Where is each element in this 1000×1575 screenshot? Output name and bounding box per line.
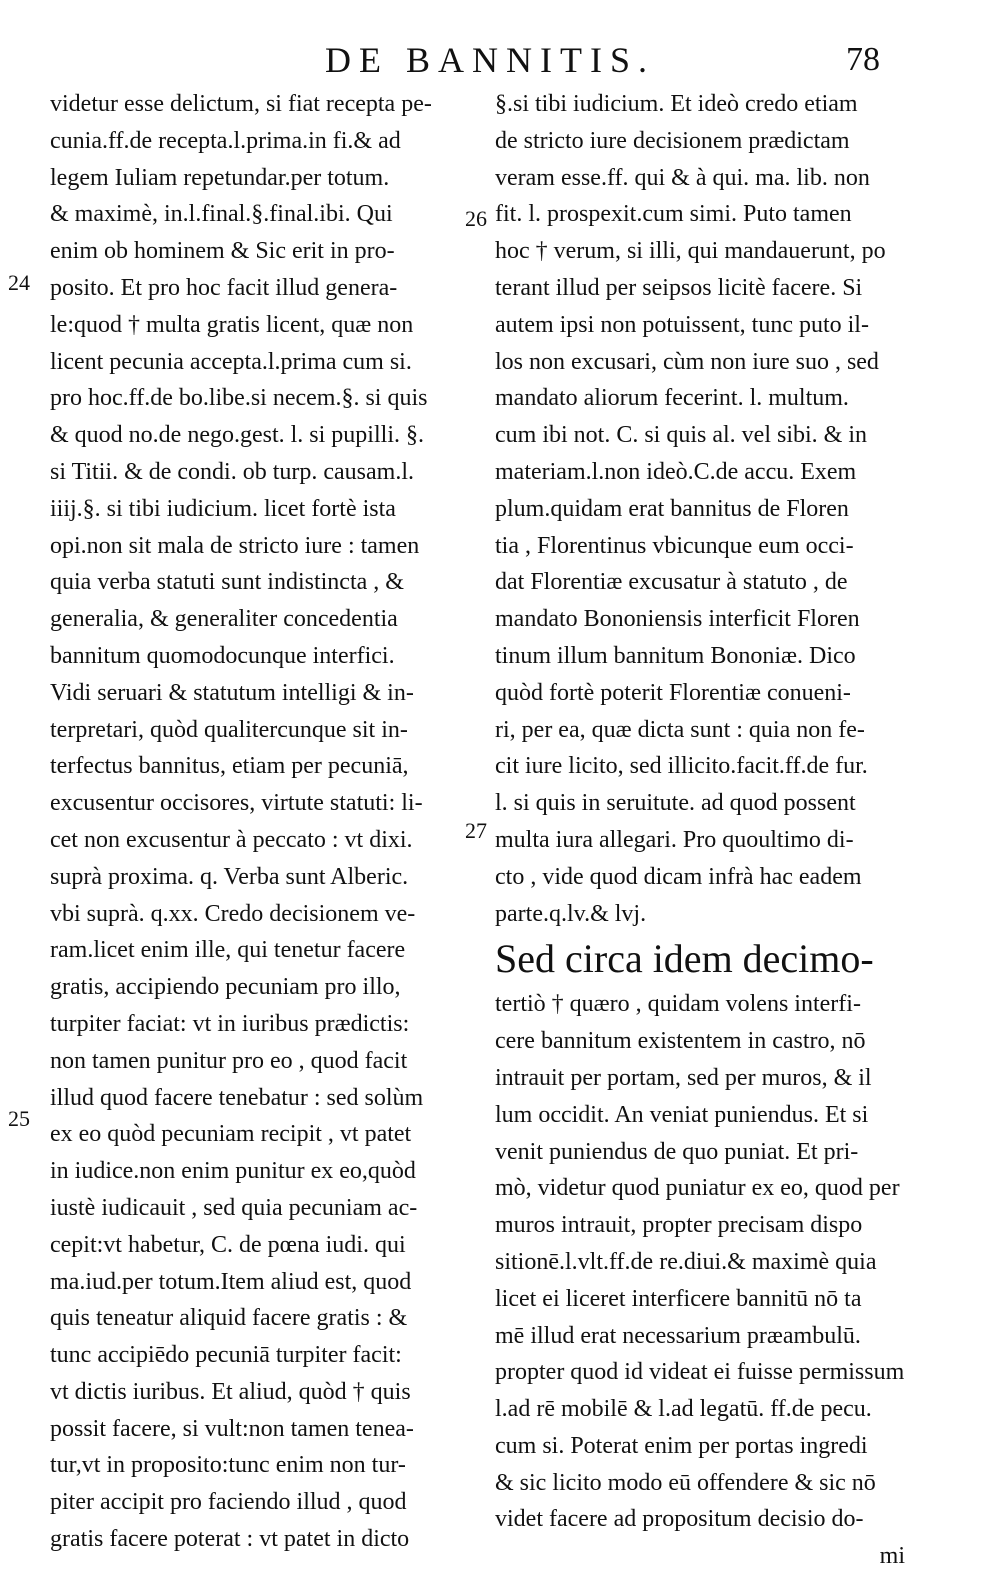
text-line: sitionē.l.vlt.ff.de re.diui.& maximè quia [495,1248,877,1275]
text-line: si Titii. & de condi. ob turp. causam.l. [50,458,414,485]
text-line: quia verba statuti sunt indistincta , & [50,569,404,596]
right-text-column [495,86,905,1575]
text-line: turpiter faciat: vt in iuribus prædictis: [50,1010,410,1037]
text-line: muros intrauit, propter precisam dispo [495,1212,863,1239]
text-line: mò, videtur quod puniatur ex eo, quod per [495,1175,900,1202]
text-line: propter quod id videat ei fuisse permissum [495,1359,905,1386]
margin-number-27: 27 [465,818,487,843]
text-line: gratis, accipiendo pecuniam pro illo, [50,974,401,1001]
text-line: ma.iud.per totum.Item aliud est, quod [50,1268,412,1295]
text-line: opi.non sit mala de stricto iure : tamen [50,532,420,559]
text-line: §.si tibi iudicium. Et ideò credo etiam [495,91,858,117]
catchword: mi [879,1543,905,1570]
text-line: bannitum quomodocunque interfici. [50,642,395,669]
text-line: licet ei liceret interficere bannitū nō ta [495,1285,862,1312]
text-line: cere bannitum existentem in castro, nō [495,1028,866,1055]
text-line: plum.quidam erat bannitus de Floren [495,495,849,522]
text-line: posito. Et pro hoc facit illud genera- [50,274,398,301]
text-line: tunc accipiēdo pecuniā turpiter facit: [50,1342,402,1369]
text-line: cunia.ff.de recepta.l.prima.in fi.& ad [50,127,401,154]
text-line: cet non excusentur à peccato : vt dixi. [50,826,413,853]
text-line: venit puniendus de quo puniat. Et pri- [495,1138,859,1165]
text-line: ri, per ea, quæ dicta sunt : quia non fe- [495,716,865,743]
text-line: iiij.§. si tibi iudicium. licet fortè ista [50,495,396,522]
text-line: cum ibi not. C. si quis al. vel sibi. & in [495,422,867,449]
text-line: de stricto iure decisionem prædictam [495,127,850,154]
text-line: & maximè, in.l.final.§.final.ibi. Qui [50,201,393,228]
text-line: intrauit per portam, sed per muros, & il [495,1064,872,1091]
text-line: l.ad rē mobilē & l.ad legatū. ff.de pecu. [495,1396,872,1423]
text-line: pro hoc.ff.de bo.libe.si necem.§. si quis [50,385,428,412]
text-line: hoc † verum, si illi, qui mandauerunt, po [495,238,886,265]
text-line: quis teneatur aliquid facere gratis : & [50,1305,408,1332]
text-line: cit iure licito, sed illicito.facit.ff.de fur. [495,753,868,780]
text-line: excusentur occisores, virtute statuti: li- [50,790,423,817]
text-line: terant illud per seipsos licitè facere. Si [495,274,863,301]
section-heading: Sed circa idem decimo- [495,936,874,982]
running-title: DE BANNITIS. [325,40,655,80]
text-line: los non excusari, cùm non iure suo , sed [495,348,879,375]
text-line: le:quod † multa gratis licent, quæ non [50,311,414,338]
text-line: parte.q.lv.& lvj. [495,900,647,927]
text-line: dat Florentiæ excusatur à statuto , de [495,569,848,596]
text-line: enim ob hominem & Sic erit in pro- [50,238,395,265]
margin-number-25: 25 [8,1106,30,1131]
left-text-column [50,86,470,1558]
text-line: mandato Bononiensis interficit Floren [495,606,860,633]
text-line: cepit:vt habetur, C. de pœna iudi. qui [50,1231,406,1258]
text-line: ex eo quòd pecuniam recipit , vt patet [50,1121,412,1148]
text-line: l. si quis in seruitute. ad quod possent [495,790,856,817]
text-line: mē illud erat necessarium præambulū. [495,1322,861,1349]
text-line: tinum illum bannitum Bononiæ. Dico [495,642,856,669]
text-line: cum si. Poterat enim per portas ingredi [495,1432,868,1459]
text-line: tertiò † quæro , quidam volens interfi- [495,991,861,1018]
text-line: videtur esse delictum, si fiat recepta pe- [50,91,432,117]
text-line: vt dictis iuribus. Et aliud, quòd † quis [50,1378,411,1405]
text-line: tur,vt in proposito:tunc enim non tur- [50,1452,406,1479]
margin-number-26: 26 [465,206,487,231]
text-line: lum occidit. An veniat puniendus. Et si [495,1101,869,1128]
text-line: licent pecunia accepta.l.prima cum si. [50,348,412,375]
text-line: illud quod facere tenebatur : sed solùm [50,1084,424,1111]
text-line: veram esse.ff. qui & à qui. ma. lib. non [495,164,870,191]
text-line: gratis facere poterat : vt patet in dicto [50,1526,410,1553]
text-line: & quod no.de nego.gest. l. si pupilli. §. [50,422,424,449]
text-line: in iudice.non enim punitur ex eo,quòd [50,1158,416,1185]
text-line: terfectus bannitus, etiam per pecuniā, [50,753,409,780]
text-line: piter accipit pro faciendo illud , quod [50,1489,407,1516]
text-line: ram.licet enim ille, qui tenetur facere [50,937,406,964]
text-line: terpretari, quòd qualitercunque sit in- [50,716,408,743]
text-line: suprà proxima. q. Verba sunt Alberic. [50,863,409,890]
text-line: fit. l. prospexit.cum simi. Puto tamen [495,201,852,228]
text-line: vbi suprà. q.xx. Credo decisionem ve- [50,900,416,927]
text-line: tia , Florentinus vbicunque eum occi- [495,532,854,559]
margin-number-24: 24 [8,270,30,295]
text-line: multa iura allegari. Pro quoultimo di- [495,826,854,853]
text-line: quòd fortè poterit Florentiæ conueni- [495,679,851,706]
page-number: 78 [846,41,880,78]
text-line: videt facere ad propositum decisio do- [495,1506,864,1533]
text-line: autem ipsi non potuissent, tunc puto il- [495,311,869,338]
text-line: cto , vide quod dicam infrà hac eadem [495,863,862,890]
text-line: Vidi seruari & statutum intelligi & in- [50,679,414,706]
text-line: generalia, & generaliter concedentia [50,606,398,633]
text-line: materiam.l.non ideò.C.de accu. Exem [495,458,857,485]
text-line: mandato aliorum fecerint. l. multum. [495,385,849,412]
text-line: & sic licito modo eū offendere & sic nō [495,1469,876,1496]
text-line: non tamen punitur pro eo , quod facit [50,1047,408,1074]
text-line: legem Iuliam repetundar.per totum. [50,164,390,191]
text-line: possit facere, si vult:non tamen tenea- [50,1415,414,1442]
text-line: iustè iudicauit , sed quia pecuniam ac- [50,1194,418,1221]
